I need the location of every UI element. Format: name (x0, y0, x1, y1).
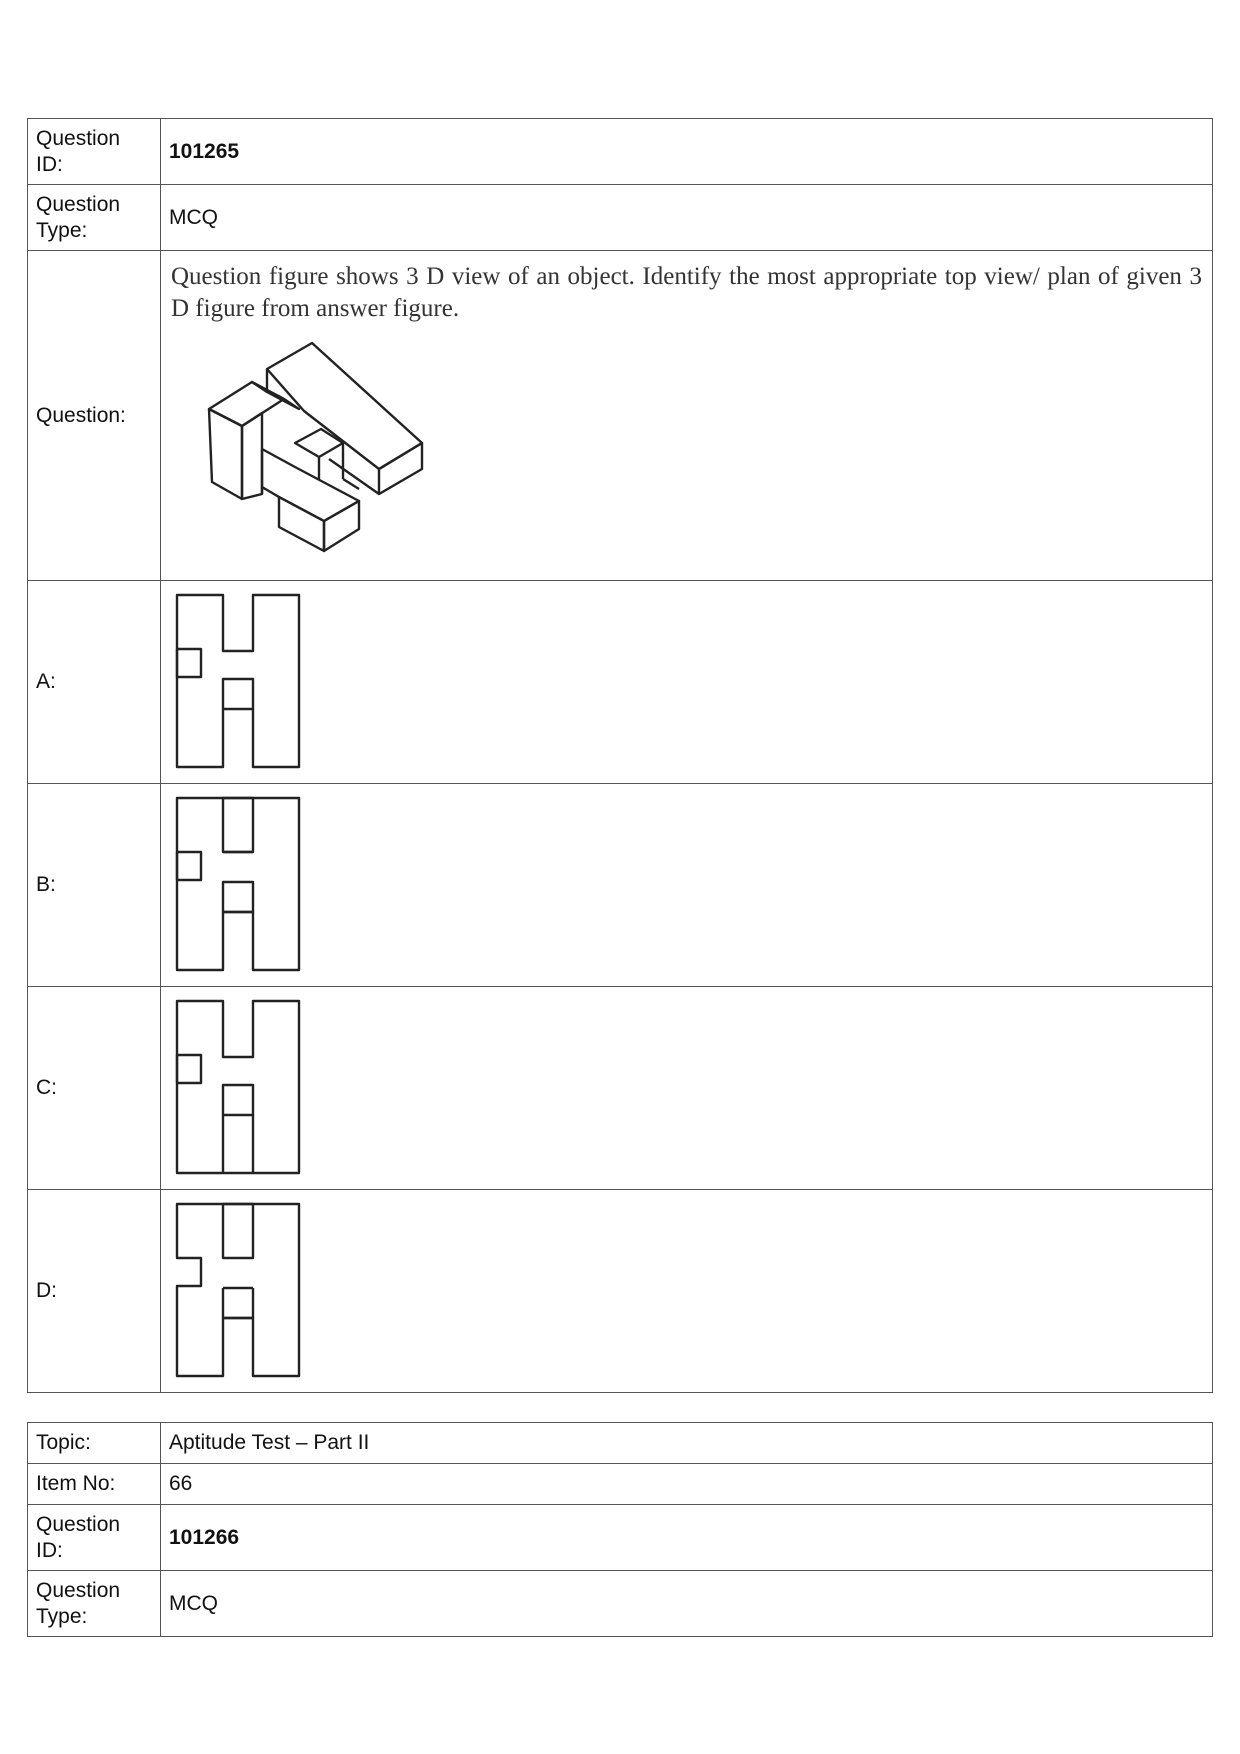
plan-option-a-figure (175, 593, 307, 771)
row-option-b (28, 784, 1213, 987)
item-no-label: Item No: (28, 1464, 161, 1505)
row-option-c (28, 987, 1213, 1190)
option-d-label[interactable]: D: (28, 1190, 161, 1393)
option-b-cell[interactable] (161, 784, 1213, 987)
option-c-cell[interactable] (161, 987, 1213, 1190)
question-cell (161, 251, 1213, 581)
question-table-1 (27, 118, 1213, 1393)
item-no-value: 66 (161, 1464, 1213, 1505)
option-a-cell[interactable] (161, 581, 1213, 784)
row-option-d (28, 1190, 1213, 1393)
option-d-cell[interactable] (161, 1190, 1213, 1393)
plan-option-c-figure (175, 999, 307, 1177)
question-text: Question figure shows 3 D view of an object. Identify the most appropriate top view/ plan of given 3 D figure from answer figure. (171, 263, 1202, 322)
question-id-value: 101265 (161, 119, 1213, 185)
row-question-type (28, 185, 1213, 251)
question-id-label-2: Question ID: (28, 1505, 161, 1571)
option-a-label[interactable]: A: (28, 581, 161, 784)
question-label: Question: (28, 251, 161, 581)
question-id-value-2: 101266 (161, 1505, 1213, 1571)
plan-option-d-figure (175, 1202, 307, 1380)
question-table-2 (27, 1422, 1213, 1637)
row-item-no (28, 1464, 1213, 1505)
row-question-id (28, 119, 1213, 185)
isometric-object-figure (179, 339, 439, 579)
row-question-id-2 (28, 1505, 1213, 1571)
topic-label: Topic: (28, 1423, 161, 1464)
question-id-label: Question ID: (28, 119, 161, 185)
row-option-a (28, 581, 1213, 784)
option-b-label[interactable]: B: (28, 784, 161, 987)
question-type-value: MCQ (161, 185, 1213, 251)
question-type-label-2: Question Type: (28, 1571, 161, 1637)
plan-option-b-figure (175, 796, 307, 974)
row-question-type-2 (28, 1571, 1213, 1637)
option-c-label[interactable]: C: (28, 987, 161, 1190)
question-type-label: Question Type: (28, 185, 161, 251)
row-question (28, 251, 1213, 581)
question-type-value-2: MCQ (161, 1571, 1213, 1637)
topic-value: Aptitude Test – Part II (161, 1423, 1213, 1464)
row-topic (28, 1423, 1213, 1464)
